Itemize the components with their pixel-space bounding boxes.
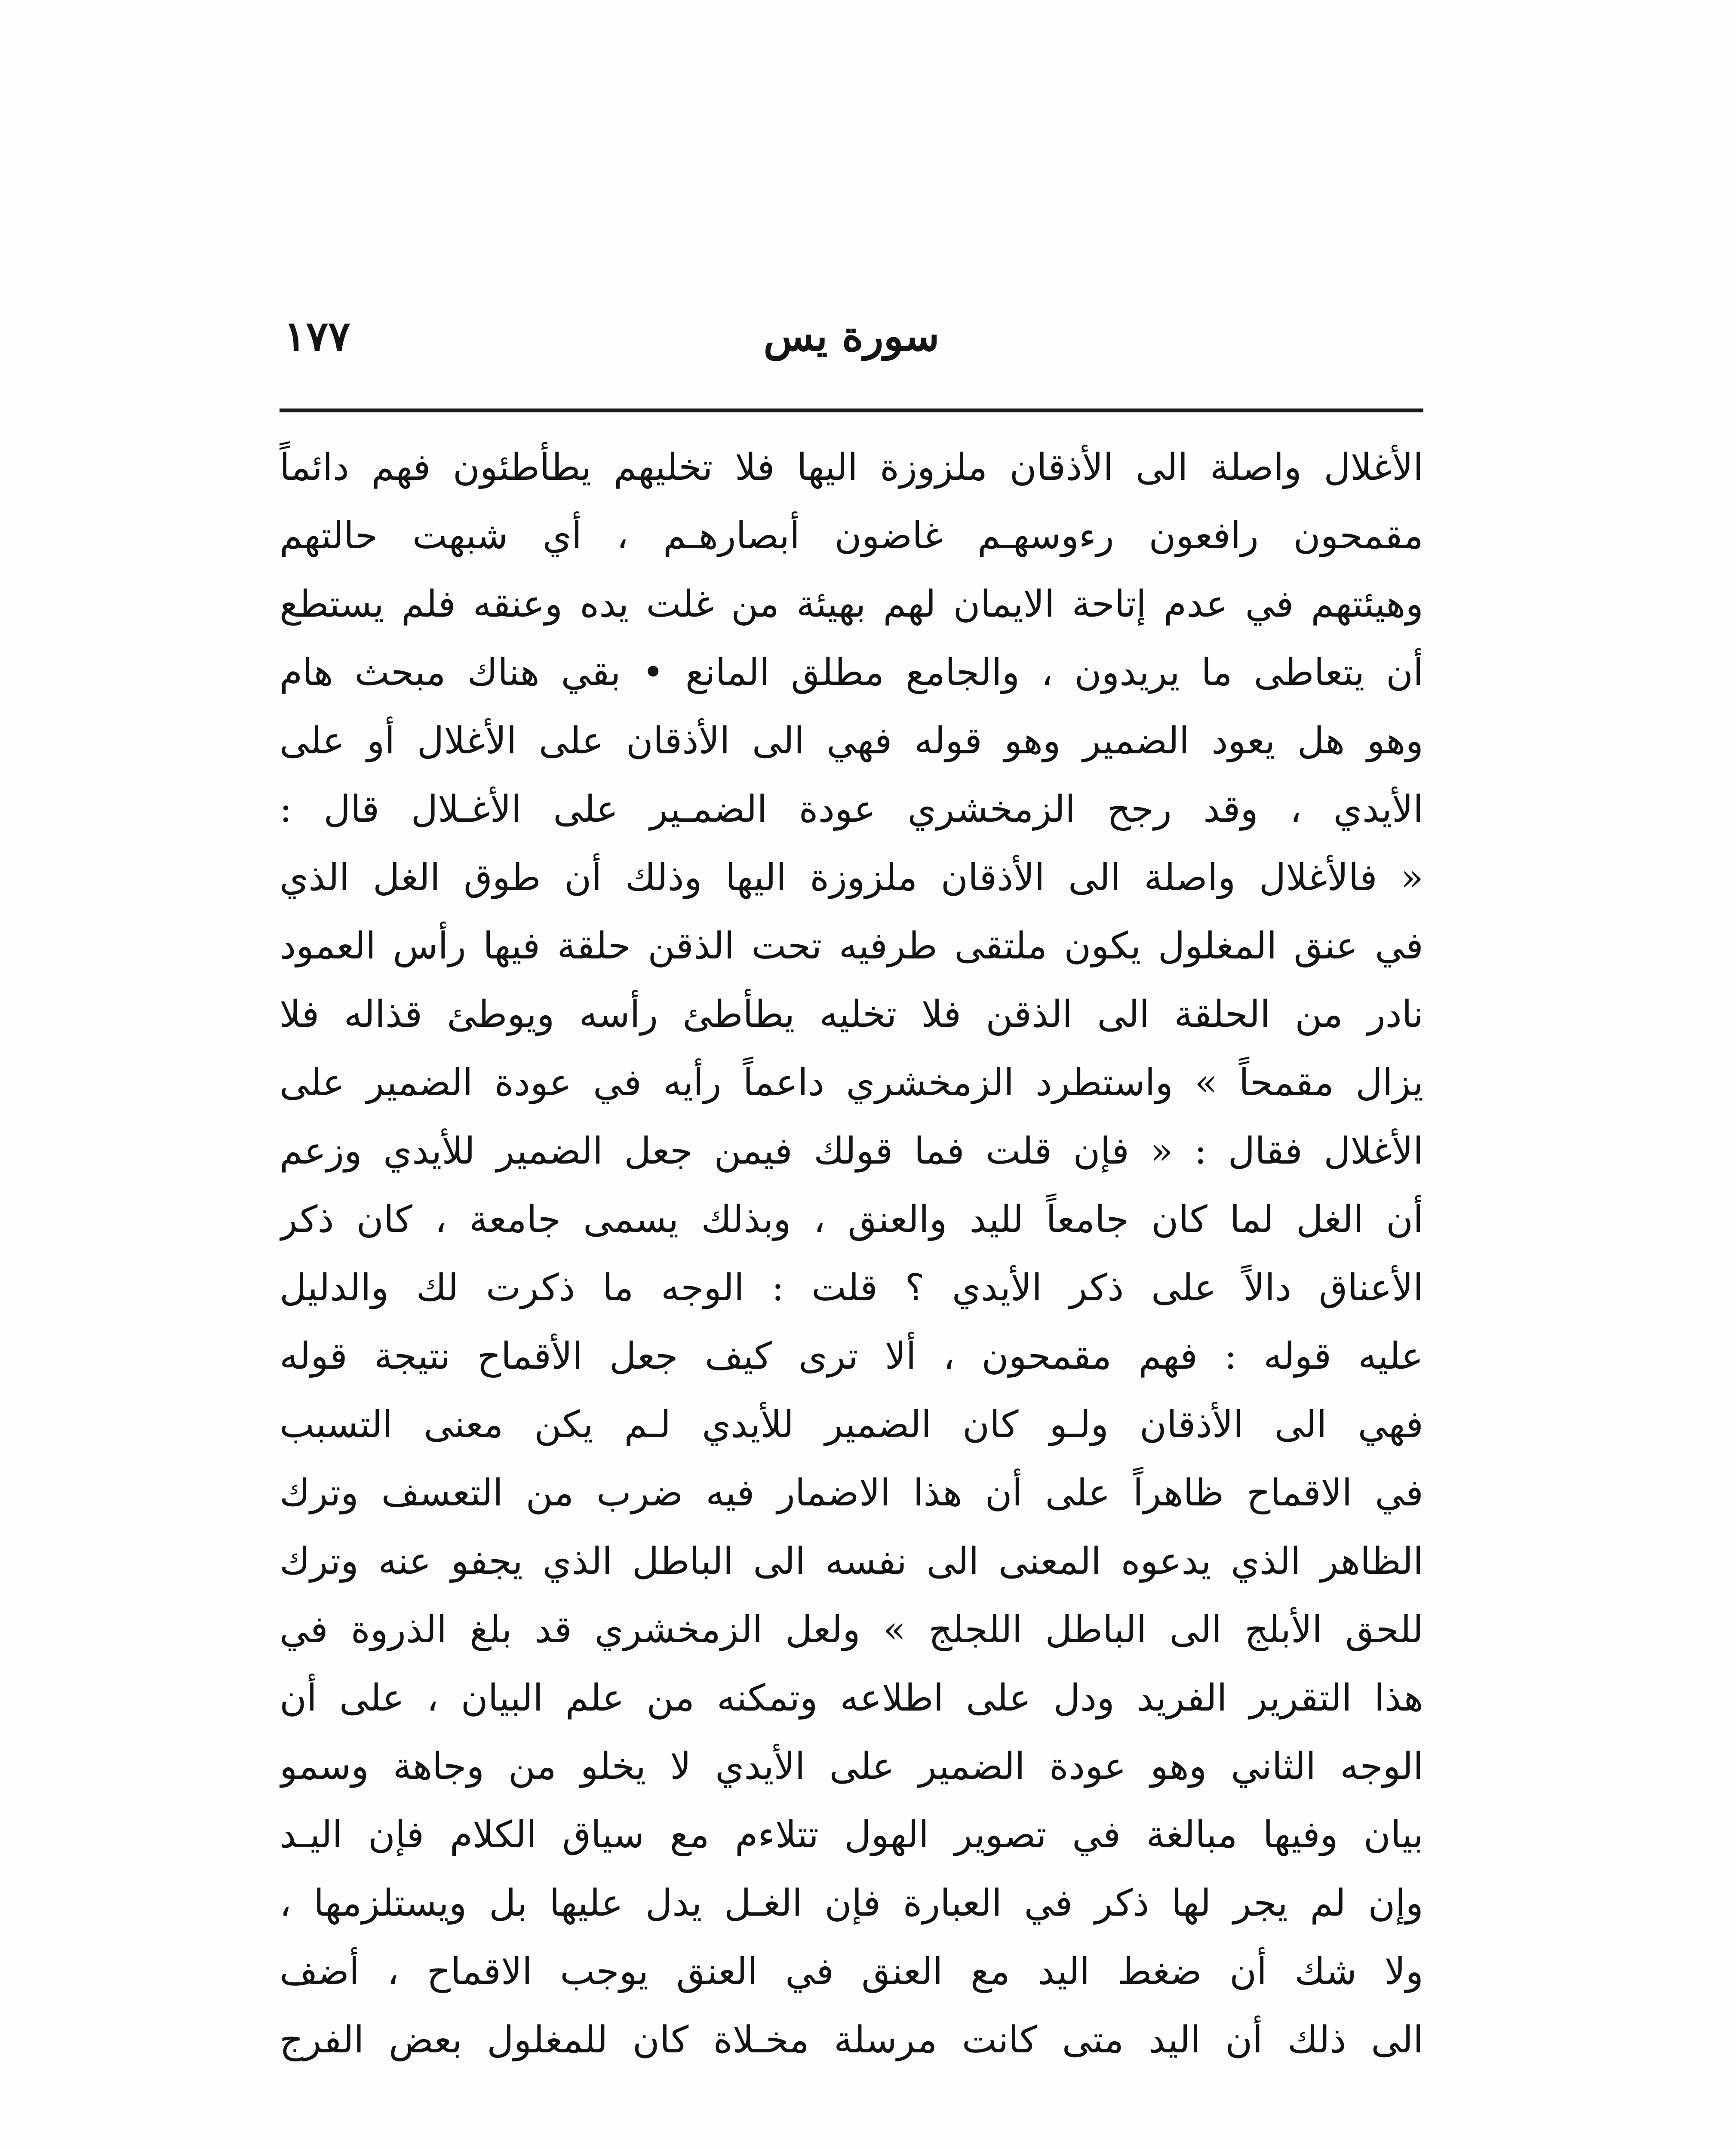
text-line: الأغلال واصلة الى الأذقان ملزوزة اليها فلا تخليهم يطأطئون فهم دائماً bbox=[280, 446, 1423, 489]
page-header bbox=[284, 303, 1419, 368]
text-line: أن الغل لما كان جامعاً لليد والعنق ، وبذلك يسمى جامعة ، كان ذكر bbox=[280, 1198, 1423, 1241]
text-line: ولا شك أن ضغط اليد مع العنق في العنق يوجب الاقماح ، أضف bbox=[280, 1950, 1423, 1993]
text-line: فهي الى الأذقان ولـو كان الضمير للأيدي لـم يكن معنى التسبب bbox=[280, 1403, 1423, 1446]
text-line: الوجه الثاني وهو عودة الضمير على الأيدي لا يخلو من وجاهة وسمو bbox=[280, 1745, 1423, 1788]
text-line: « فالأغلال واصلة الى الأذقان ملزوزة اليها وذلك أن طوق الغل الذي bbox=[280, 856, 1423, 899]
text-line: هذا التقرير الفريد ودل على اطلاعه وتمكنه من علم البيان ، على أن bbox=[280, 1677, 1423, 1720]
header-rule bbox=[280, 408, 1423, 412]
text-line: يزال مقمحاً » واستطرد الزمخشري داعماً رأيه في عودة الضمير على bbox=[280, 1061, 1423, 1104]
text-line: الأغلال فقال : « فإن قلت فما قولك فيمن جعل الضمير للأيدي وزعم bbox=[280, 1130, 1423, 1173]
text-line: الأعناق دالاً على ذكر الأيدي ؟ قلت : الوجه ما ذكرت لك والدليل bbox=[280, 1266, 1423, 1309]
text-line: الى ذلك أن اليد متى كانت مرسلة مخـلاة كان للمغلول بعض الفرج bbox=[280, 2018, 1423, 2061]
text-line: نادر من الحلقة الى الذقن فلا تخليه يطأطئ رأسه ويوطئ قذاله فلا bbox=[280, 993, 1423, 1036]
text-line: أن يتعاطى ما يريدون ، والجامع مطلق المانع • بقي هناك مبحث هام bbox=[280, 651, 1423, 694]
text-line: الظاهر الذي يدعوه المعنى الى نفسه الى الباطل الذي يجفو عنه وترك bbox=[280, 1540, 1423, 1583]
text-line: مقمحون رافعون رءوسهـم غاضون أبصارهـم ، أي شبهت حالتهم bbox=[280, 514, 1423, 557]
running-head: سورة يس bbox=[763, 312, 940, 360]
text-line: بيان وفيها مبالغة في تصوير الهول تتلاءم مع سياق الكلام فإن اليـد bbox=[280, 1813, 1423, 1856]
text-line: وهو هل يعود الضمير وهو قوله فهي الى الأذقان على الأغلال أو على bbox=[280, 719, 1423, 762]
page-number: ١٧٧ bbox=[284, 312, 350, 360]
text-line: وهيئتهم في عدم إتاحة الايمان لهم بهيئة من غلت يده وعنقه فلم يستطع bbox=[280, 583, 1423, 626]
text-line: في الاقماح ظاهراً على أن هذا الاضمار فيه ضرب من التعسف وترك bbox=[280, 1471, 1423, 1514]
text-line: في عنق المغلول يكون ملتقى طرفيه تحت الذقن حلقة فيها رأس العمود bbox=[280, 924, 1423, 968]
text-line: وإن لم يجر لها ذكر في العبارة فإن الغـل يدل عليها بل ويستلزمها ، bbox=[280, 1882, 1423, 1925]
text-line: للحق الأبلج الى الباطل اللجلج » ولعل الزمخشري قد بلغ الذروة في bbox=[280, 1608, 1423, 1651]
body-text bbox=[280, 433, 1423, 2074]
text-line: الأيدي ، وقد رجح الزمخشري عودة الضمـير على الأغـلال قال : bbox=[280, 788, 1423, 831]
text-line: عليه قوله : فهم مقمحون ، ألا ترى كيف جعل الأقماح نتيجة قوله bbox=[280, 1335, 1423, 1378]
